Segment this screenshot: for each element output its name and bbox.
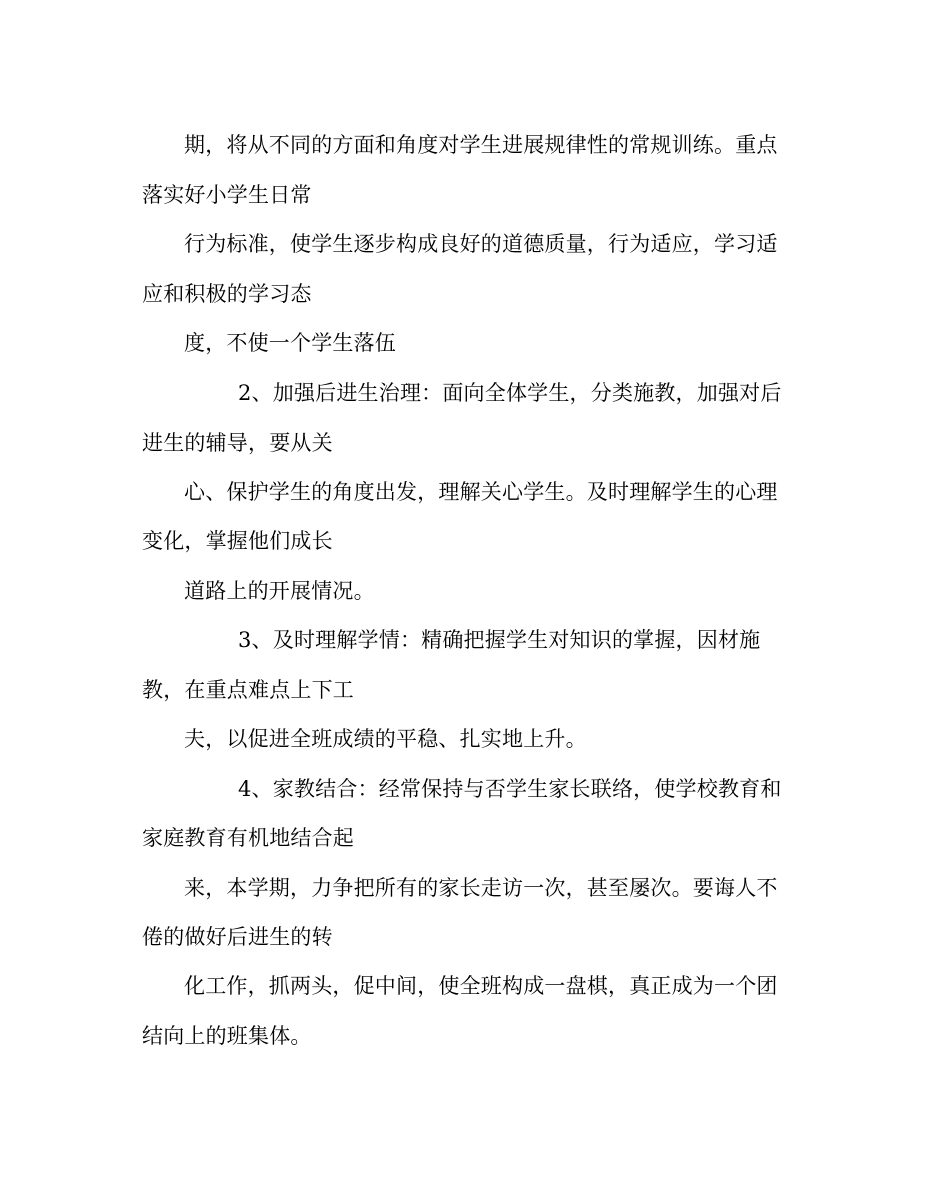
paragraph-3-line-1: 度，不使一个学生落伍 [184, 331, 396, 355]
paragraph-11-line-1: 化工作，抓两头，促中间，使全班构成一盘棋，真正成为一个团 [184, 974, 778, 998]
paragraph-1-line-1: 期，将从不同的方面和角度对学生进展规律性的常规训练。重点 [184, 133, 778, 157]
paragraph-9-line-1: 4、家教结合：经常保持与否学生家长联络，使学校教育和 [238, 777, 782, 801]
paragraph-9-line-2: 家庭教育有机地结合起 [142, 826, 354, 850]
paragraph-4-line-1: 2、加强后进生治理：面向全体学生，分类施教，加强对后 [238, 381, 782, 405]
paragraph-2-line-2: 应和积极的学习态 [142, 282, 312, 306]
paragraph-1-line-2: 落实好小学生日常 [142, 183, 312, 207]
paragraph-8-line-1: 夫，以促进全班成绩的平稳、扎实地上升。 [184, 727, 587, 751]
paragraph-5-line-1: 心、保护学生的角度出发，理解关心学生。及时理解学生的心理 [184, 480, 778, 504]
paragraph-6-line-1: 道路上的开展情况。 [184, 579, 375, 603]
paragraph-7-line-2: 教，在重点难点上下工 [142, 678, 354, 702]
paragraph-10-line-2: 倦的做好后进生的转 [142, 925, 333, 949]
paragraph-4-line-2: 进生的辅导，要从关 [142, 431, 333, 455]
paragraph-7-line-1: 3、及时理解学情：精确把握学生对知识的掌握，因材施 [238, 628, 761, 652]
paragraph-10-line-1: 来，本学期，力争把所有的家长走访一次，甚至屡次。要诲人不 [184, 876, 778, 900]
paragraph-2-line-1: 行为标准，使学生逐步构成良好的道德质量，行为适应，学习适 [184, 232, 778, 256]
paragraph-11-line-2: 结向上的班集体。 [142, 1024, 312, 1048]
paragraph-5-line-2: 变化，掌握他们成长 [142, 529, 333, 553]
